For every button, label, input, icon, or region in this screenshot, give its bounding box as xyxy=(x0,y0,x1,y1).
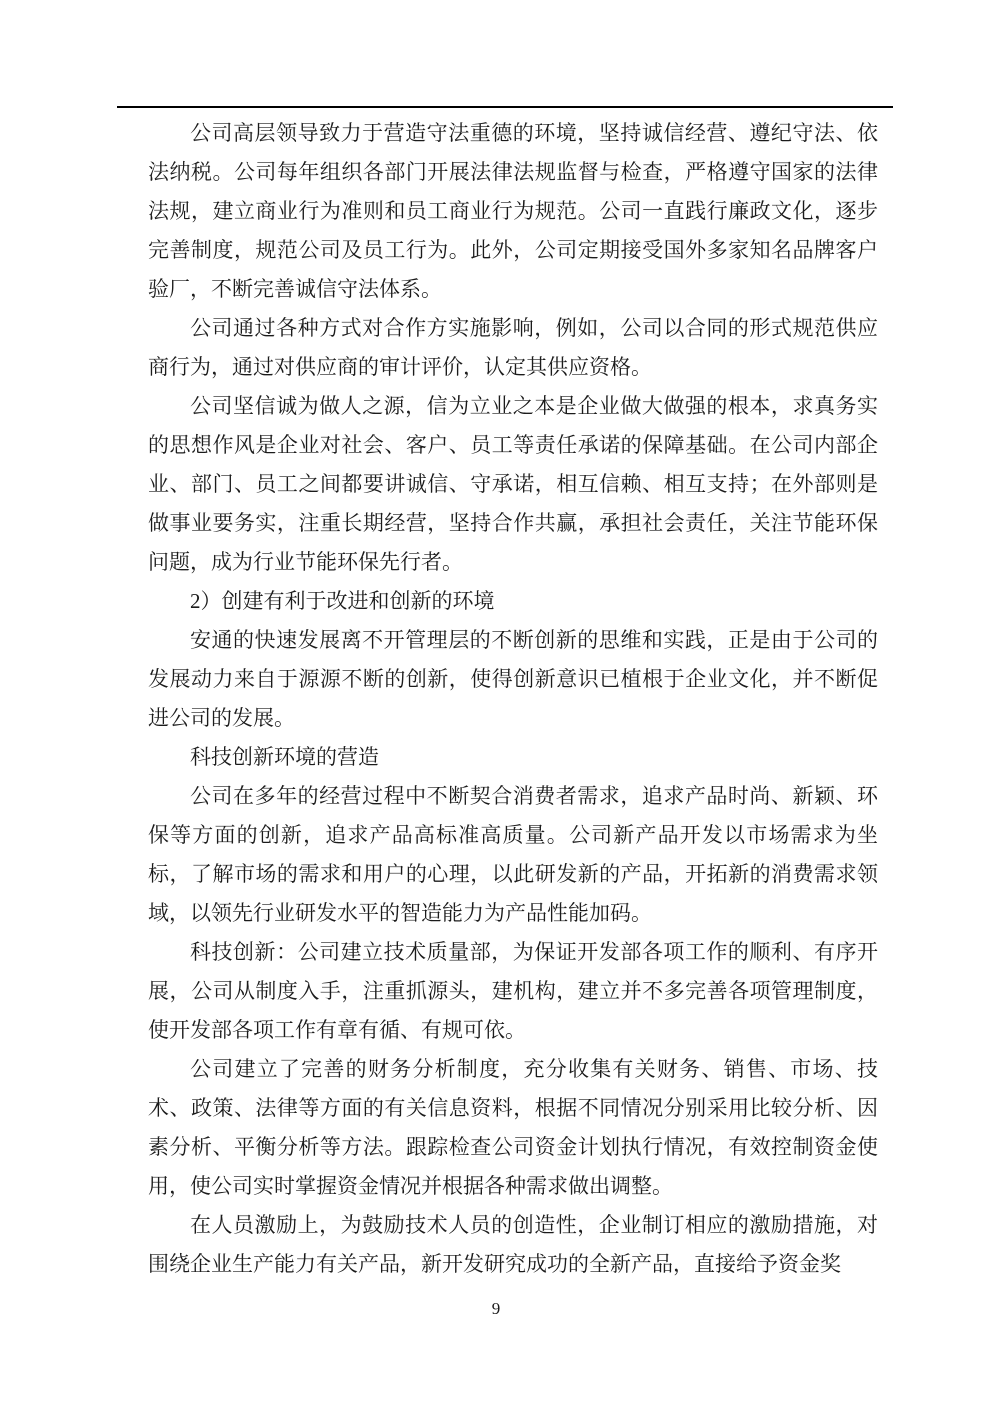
paragraph: 公司高层领导致力于营造守法重德的环境，坚持诚信经营、遵纪守法、依法纳税。公司每年组织各部门开展法律法规监督与检查，严格遵守国家的法律法规，建立商业行为准则和员工商业行为规范。公司一直践行廉政文化，逐步完善制度，规范公司及员工行为。此外，公司定期接受国外多家知名品牌客户验厂，不断完善诚信守法体系。 xyxy=(148,121,878,301)
page-number: 9 xyxy=(491,1299,501,1318)
paragraph: 公司坚信诚为做人之源，信为立业之本是企业做大做强的根本，求真务实的思想作风是企业对社会、客户、员工等责任承诺的保障基础。在公司内部企业、部门、员工之间都要讲诚信、守承诺，相互信赖、相互支持；在外部则是做事业要务实，注重长期经营，坚持合作共赢，承担社会责任，关注节能环保问题，成为行业节能环保先行者。 xyxy=(148,394,878,574)
paragraph: 公司通过各种方式对合作方实施影响，例如，公司以合同的形式规范供应商行为，通过对供应商的审计评价，认定其供应资格。 xyxy=(148,316,878,379)
paragraph-heading-numbered: 2）创建有利于改进和创新的环境 xyxy=(190,589,495,613)
paragraph: 科技创新：公司建立技术质量部，为保证开发部各项工作的顺利、有序开展，公司从制度入手，注重抓源头，建机构，建立并不多完善各项管理制度，使开发部各项工作有章有循、有规可依。 xyxy=(148,940,878,1042)
header-rule xyxy=(117,106,893,108)
paragraph: 安通的快速发展离不开管理层的不断创新的思维和实践，正是由于公司的发展动力来自于源源不断的创新，使得创新意识已植根于企业文化，并不断促进公司的发展。 xyxy=(148,628,878,730)
paragraph: 公司在多年的经营过程中不断契合消费者需求，追求产品时尚、新颖、环保等方面的创新，追求产品高标准高质量。公司新产品开发以市场需求为坐标，了解市场的需求和用户的心理，以此研发新的产品，开拓新的消费需求领域，以领先行业研发水平的智造能力为产品性能加码。 xyxy=(148,784,878,925)
paragraph: 公司建立了完善的财务分析制度，充分收集有关财务、销售、市场、技术、政策、法律等方面的有关信息资料，根据不同情况分别采用比较分析、因素分析、平衡分析等方法。跟踪检查公司资金计划执行情况，有效控制资金使用，使公司实时掌握资金情况并根据各种需求做出调整。 xyxy=(148,1057,878,1198)
paragraph-subheading: 科技创新环境的营造 xyxy=(190,745,379,769)
document-body xyxy=(148,114,878,1284)
paragraph: 在人员激励上，为鼓励技术人员的创造性，企业制订相应的激励措施，对围绕企业生产能力有关产品，新开发研究成功的全新产品，直接给予资金奖 xyxy=(148,1213,878,1276)
